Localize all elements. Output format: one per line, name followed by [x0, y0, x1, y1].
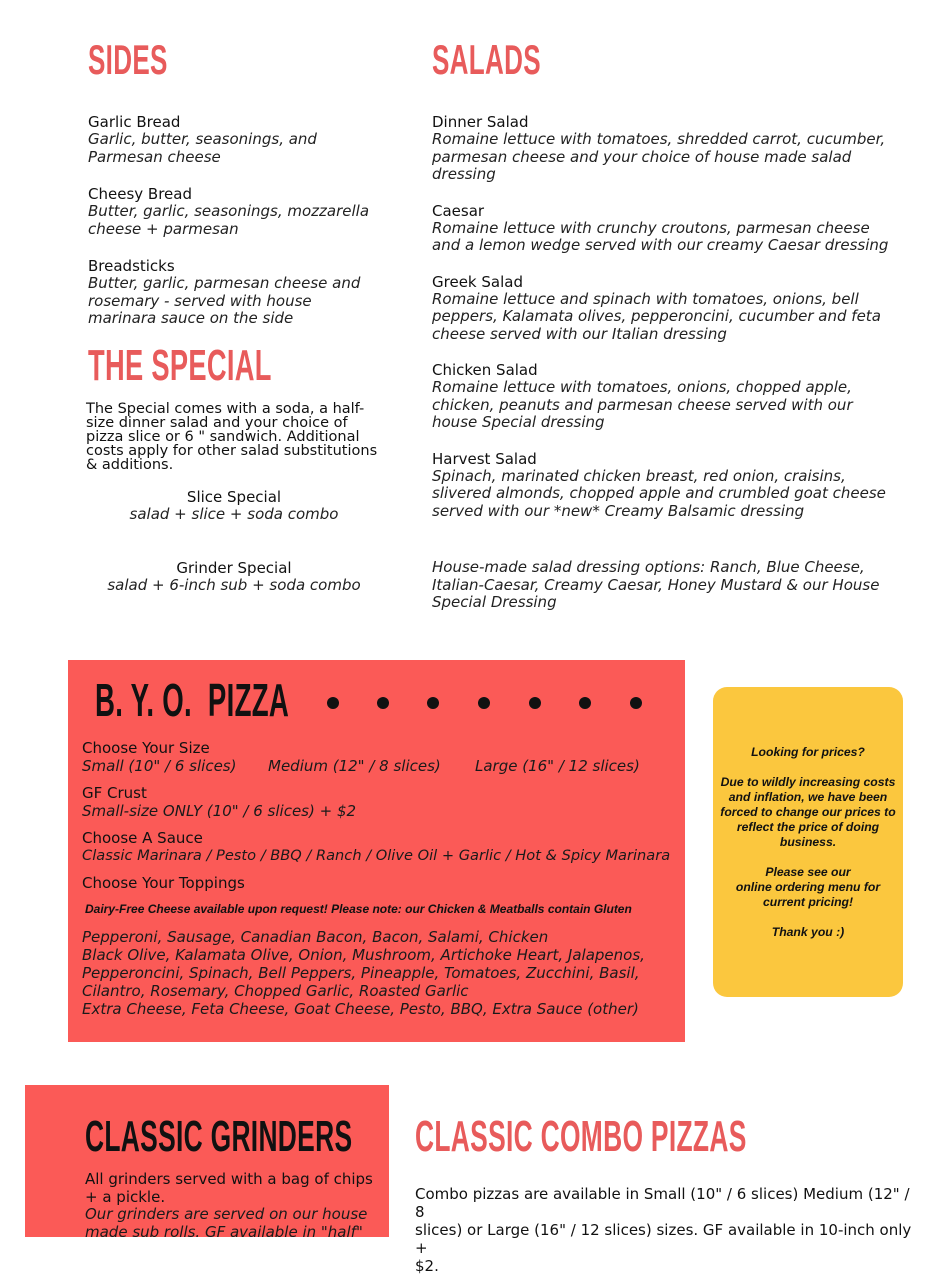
toppings-line: Pepperoncini, Spinach, Bell Peppers, Pineapple, Tomatoes, Zucchini, Basil, [82, 964, 640, 982]
item-name: Greek Salad [432, 272, 523, 291]
combo-intro-line: Combo pizzas are available in Small (10" / 6 slices) Medium (12" / 8 [415, 1185, 910, 1221]
gf-value: Small-size ONLY (10" / 6 slices) + $2 [82, 802, 357, 820]
toppings-line: Pepperoni, Sausage, Canadian Bacon, Bacon, Salami, Chicken [82, 928, 549, 946]
item-name: Slice Special [186, 488, 282, 506]
salads-heading: SALADS [432, 36, 541, 83]
toppings-line: Black Olive, Kalamata Olive, Onion, Mushroom, Artichoke Heart, Jalapenos, [82, 946, 645, 964]
menu-item [432, 450, 902, 521]
item-desc: marinara sauce on the side [88, 309, 294, 327]
menu-item [88, 257, 408, 328]
prices-see-line: current pricing! [762, 895, 854, 909]
slice-special [98, 488, 370, 524]
item-desc: house Special dressing [432, 413, 605, 431]
dressing-note [432, 559, 902, 612]
salads-list [432, 113, 902, 520]
toppings-line: Extra Cheese, Feta Cheese, Goat Cheese, Pesto, BBQ, Extra Sauce (other) [82, 1000, 639, 1018]
item-desc: and a lemon wedge served with our creamy Caesar dressing [432, 236, 889, 254]
sauce-label: Choose A Sauce [82, 829, 203, 847]
prices-see-line: Please see our [765, 865, 851, 879]
item-desc: Romaine lettuce with tomatoes, onions, chopped apple, [432, 378, 852, 396]
special-intro-line: size dinner salad and your choice of [86, 415, 348, 431]
item-name: Breadsticks [88, 257, 175, 275]
combo-intro-line: $2. [415, 1257, 439, 1275]
item-desc: cheese served with our Italian dressing [432, 324, 727, 343]
prices-thanks: Thank you :) [771, 925, 845, 939]
prices-see [713, 865, 903, 910]
combo-heading: CLASSIC COMBO PIZZAS [415, 1112, 747, 1161]
size-options [82, 757, 677, 775]
prices-body-line: business. [779, 835, 837, 849]
item-desc: parmesan cheese and your choice of house made salad [432, 147, 852, 166]
prices-body-line: reflect the price of doing [736, 820, 880, 834]
prices-see-line: online ordering menu for [735, 880, 881, 894]
byo-content [82, 739, 677, 1018]
menu-item [432, 202, 902, 255]
item-desc: served with our *new* Creamy Balsamic dressing [432, 501, 805, 520]
decorative-dot [327, 697, 339, 709]
dressing-note-line: Italian-Caesar, Creamy Caesar, Honey Mustard & our House [432, 575, 880, 594]
special-heading: THE SPECIAL [88, 341, 272, 390]
special-intro-line: costs apply for other salad substitutions [86, 443, 378, 459]
dressing-note-line: Special Dressing [432, 593, 557, 611]
item-desc: cheese + parmesan [88, 219, 239, 238]
decorative-dot [579, 697, 591, 709]
menu-item [88, 185, 408, 238]
prices-title: Looking for prices? [751, 745, 865, 759]
special-intro [86, 402, 396, 472]
size-small: Small (10" / 6 slices) [82, 757, 237, 775]
grinders-heading: CLASSIC GRINDERS [85, 1112, 353, 1161]
dressing-note-line: House-made salad dressing options: Ranch, Blue Cheese, [432, 558, 865, 576]
item-desc: Butter, garlic, parmesan cheese and [88, 274, 361, 292]
decorative-dot [478, 697, 490, 709]
grinder-special [98, 559, 370, 595]
special-intro-line: & additions. [86, 457, 174, 473]
item-desc: salad + 6-inch sub + soda combo [107, 576, 361, 594]
item-desc: salad + slice + soda combo [129, 505, 339, 523]
decorative-dot [529, 697, 541, 709]
special-intro-line: The Special comes with a soda, a half- [86, 401, 365, 417]
prices-body [713, 775, 903, 850]
menu-item [432, 273, 902, 344]
item-desc: dressing [432, 165, 496, 183]
menu-item [432, 361, 902, 432]
item-name: Dinner Salad [432, 113, 529, 131]
grinders-intro [85, 1170, 385, 1241]
prices-notice-text [713, 745, 903, 940]
size-label: Choose Your Size [82, 739, 210, 757]
gf-label: GF Crust [82, 784, 147, 802]
item-name: Grinder Special [176, 559, 292, 577]
item-desc: Romaine lettuce with tomatoes, shredded carrot, cucumber, [432, 130, 886, 148]
toppings-label: Choose Your Toppings [82, 874, 245, 892]
toppings-line: Cilantro, Rosemary, Chopped Garlic, Roasted Garlic [82, 982, 469, 1000]
decorative-dot [377, 697, 389, 709]
combo-intro [415, 1185, 915, 1275]
item-desc: Spinach, marinated chicken breast, red onion, craisins, [432, 466, 846, 485]
menu-item [432, 113, 902, 184]
grinders-note-line: made sub rolls. GF available in "half" [85, 1222, 363, 1241]
item-name: Harvest Salad [432, 449, 537, 468]
grinders-intro-line: All grinders served with a bag of chips [85, 1170, 373, 1188]
item-name: Garlic Bread [88, 113, 181, 131]
sauce-value: Classic Marinara / Pesto / BBQ / Ranch / Olive Oil + Garlic / Hot & Spicy Marinara [82, 847, 671, 864]
toppings-note: Dairy-Free Cheese available upon request! Please note: our Chicken & Meatballs contain Gluten [85, 902, 632, 916]
item-desc: chicken, peanuts and parmesan cheese served with our [432, 395, 853, 414]
item-name: Chicken Salad [432, 361, 538, 379]
item-desc: rosemary - served with house [88, 291, 312, 310]
grinders-note-line: Our grinders are served on our house [85, 1205, 368, 1223]
decorative-dot [427, 697, 439, 709]
sides-list [88, 113, 408, 328]
toppings-list [82, 928, 677, 1018]
item-name: Cheesy Bread [88, 185, 192, 203]
prices-body-line: forced to change our prices to [720, 805, 896, 819]
item-desc: Parmesan cheese [88, 147, 221, 166]
sides-heading: SIDES [88, 36, 168, 83]
grinders-intro-line: + a pickle. [85, 1188, 166, 1206]
item-desc: peppers, Kalamata olives, pepperoncini, cucumber and feta [432, 307, 881, 325]
item-desc: slivered almonds, chopped apple and crumbled goat cheese [432, 484, 886, 502]
prices-body-line: and inflation, we have been [728, 790, 888, 804]
byo-heading: B. Y. O. PIZZA [95, 674, 290, 726]
combo-intro-line: slices) or Large (16" / 12 slices) sizes. GF available in 10-inch only + [415, 1221, 912, 1257]
size-large: Large (16" / 12 slices) [475, 757, 640, 775]
special-intro-line: pizza slice or 6 " sandwich. Additional [86, 429, 360, 445]
prices-body-line: Due to wildly increasing costs [720, 775, 896, 789]
item-desc: Romaine lettuce with crunchy croutons, parmesan cheese [432, 218, 870, 237]
item-name: Caesar [432, 201, 485, 220]
item-desc: Butter, garlic, seasonings, mozzarella [88, 202, 370, 220]
menu-item [88, 113, 408, 166]
decorative-dot [630, 697, 642, 709]
size-medium: Medium (12" / 8 slices) [268, 757, 441, 775]
item-desc: Garlic, butter, seasonings, and [88, 130, 317, 148]
item-desc: Romaine lettuce and spinach with tomatoes, onions, bell [432, 289, 859, 308]
